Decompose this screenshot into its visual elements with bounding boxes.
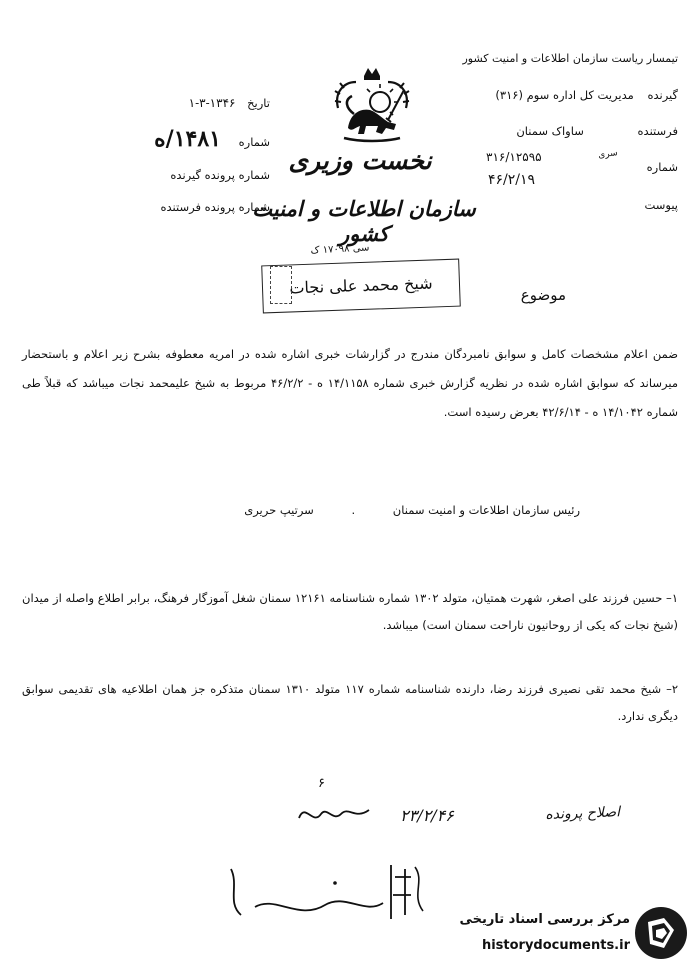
left-date-label: تاریخ [247,96,270,110]
secret-stamp: سری [597,148,619,161]
handwritten-signature-icon [215,855,445,935]
list-item: ۲– شیخ محمد تقی نصیری فرزند رضا، دارنده شناسنامه شماره ۱۱۷ متولد ۱۳۱۰ سمنان متذکره جز همان اطلاعیه های تقدیمی سوابق دیگری ندارد. [22,682,679,723]
sender-row [378,124,678,138]
item-number: ۱ [671,591,678,605]
addressee-line: تیمسار ریاست سازمان اطلاعات و امنیت کشور [462,52,678,65]
left-number-label: شماره [238,135,270,149]
subject-label: موضوع [520,286,566,304]
list-item: ۱– حسین فرزند علی اصغر، شهرت همتیان، متولد ۱۳۰۲ شماره شناسنامه ۱۲۱۶۱ سمنان شغل آموزگار فرهنگ، برابر اطلاع واصله از میدان (شیخ نجات که یکی از روحانیون ناراحت سمنان است) میباشد. [22,591,678,632]
left-sender-file: شماره پرونده فرستنده [160,200,270,214]
body-paragraph: ضمن اعلام مشخصات کامل و سوابق نامبردگان مندرج در گزارشات خبری اشاره شده در امریه معطوفه بشرح زیر اعلام و باستحضار میرساند که سوابق اشاره شده در نظریه گزارش خبری شماره ۱۴/۱۱۵۸ ه - ۴۶/۲/۲ مربوط به شیخ علیمحمد نجات میباشد که قبلاً طی شماره ۱۴/۱۰۴۲ ه - ۴۲/۶/۱۴ بعرض رسیده است. [22,347,678,419]
handwritten-sign-number: ۶ [318,776,325,791]
signature-title: رئیس سازمان اطلاعات و امنیت سمنان [392,503,580,517]
attachment-label: پیوست [644,198,678,212]
lion-and-sun-emblem-icon [330,62,414,144]
watermark-org: مرکز بررسی اسناد تاریخی [459,912,630,927]
number-label: شماره [646,160,678,174]
watermark-site: historydocuments.ir [481,938,630,953]
handwritten-scribble-icon [295,792,375,832]
stamp-inner-frame [270,266,292,304]
number-value: ۳۱۶/۱۲۵۹۵ [486,150,542,164]
left-number-row [60,126,270,152]
sender-label: فرستنده [637,124,678,138]
item-text: شیخ محمد تقی نصیری فرزند رضا، دارنده شناسنامه شماره ۱۱۷ متولد ۱۳۱۰ سمنان متذکره جز همان اطلاعیه های تقدیمی سوابق دیگری ندارد. [22,682,678,723]
subject-stamp: شیخ محمد علی نجات [261,259,461,314]
letterhead-ministry: نخست وزیری [288,146,432,175]
number-date: ۴۶/۲/۱۹ [488,172,536,188]
letterhead-organization: سازمان اطلاعات و امنیت کشور [252,196,476,246]
handwritten-note: اصلاح پرونده [545,804,621,823]
watermark-logo-icon [634,906,688,960]
item-text: حسین فرزند علی اصغر، شهرت همتیان، متولد ۱۳۰۲ شماره شناسنامه ۱۲۱۶۱ سمنان شغل آموزگار فرهنگ، برابر اطلاع واصله از میدان (شیخ نجات که یکی از روحانیون ناراحت سمنان است) میباشد. [22,591,678,632]
item-number: ۲ [671,682,679,696]
recipient-value: مدیریت کل اداره سوم (۳۱۶) [495,88,634,102]
signature-line: رئیس سازمان اطلاعات و امنیت سمنان . سرتیپ حریری [244,503,580,517]
left-recipient-file: شماره پرونده گیرنده [170,168,270,182]
left-number-value: ۱۴۸۱/ه [154,126,221,152]
letterhead-sub-line: سی ۱۷۰۹۸ ک [310,242,370,257]
sender-value: ساواک سمنان [516,124,584,138]
recipient-label: گیرنده [647,88,678,102]
left-date-value: ۱۳۴۶-۳-۱ [188,96,236,110]
handwritten-date: ۲۳/۲/۴۶ [400,806,454,825]
left-date-row [90,96,270,110]
signature-name: سرتیپ حریری [244,503,314,517]
